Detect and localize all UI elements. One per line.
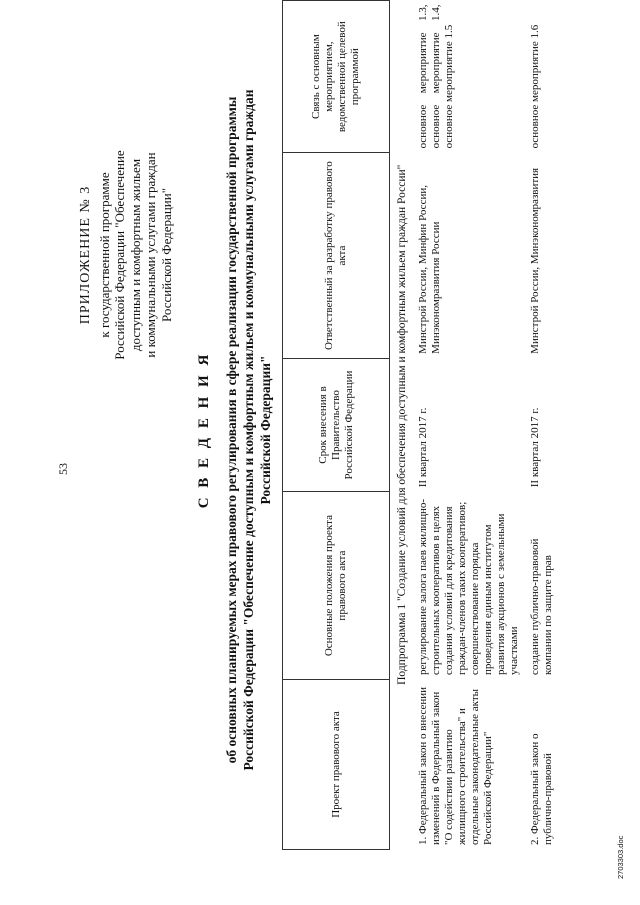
link-cell: основное мероприятие 1.6 (529, 24, 541, 149)
link-cell: основное мероприятие 1.3, основное мероприятие 1.4, основное мероприятие 1.5 (417, 4, 455, 149)
appendix-line: к государственной программе (96, 172, 112, 338)
page-number: 53 (56, 463, 70, 475)
header-cell: Ответственный за разработку правового акта (283, 153, 390, 358)
act-cell: 1. Федеральный закон о внесении изменений в Федеральный закон "О содействии развитию жилищного строительства" и отдельные законодательные акты Российской Федерации" (417, 686, 494, 845)
header-cell: Срок внесения в Правительство Российской Федерации (283, 358, 390, 491)
title-heading: С В Е Д Е Н И Я (196, 351, 212, 509)
table-row (413, 1, 525, 850)
subprogram-row (390, 1, 414, 850)
appendix-heading: ПРИЛОЖЕНИЕ № 3 (78, 185, 93, 325)
title-line: Российской Федерации "Обеспечение доступным и комфортным жильем и коммунальными услугами граждан (241, 89, 256, 771)
appendix-line: доступным и комфортным жильем (127, 158, 143, 352)
subprogram-title: Подпрограмма 1 "Создание условий для обеспечения доступным и комфортным жильем граждан России" (396, 164, 408, 685)
header-cell: Проект правового акта (283, 679, 390, 849)
appendix-line: и коммунальными услугами граждан (143, 152, 158, 358)
appendix-line: Российской Федерации" (158, 187, 174, 323)
act-cell: 2. Федеральный закон о публично-правовой (529, 733, 554, 845)
title-line: Российской Федерации" (258, 355, 273, 505)
header-cell: Основные положения проекта правового акта (283, 492, 390, 680)
appendix-line: Российской Федерации "Обеспечение (112, 150, 127, 360)
header-cell: Связь с основным мероприятием, ведомственной целевой программой (283, 1, 390, 153)
measures-table (282, 0, 559, 850)
appendix-block (78, 105, 174, 405)
provisions-cell: регулирование залога паев жилищно-строительных кооперативов в целях создания условий для кредитования граждан-членов таких кооперативов; совершенствование порядка проведения единым институтом развития аукционов с земельными участками (417, 498, 520, 675)
provisions-cell: создание публично-правовой компании по защите прав (529, 538, 554, 675)
deadline-cell: II квартал 2017 г. (417, 407, 429, 488)
table-row (525, 1, 559, 850)
document-title (196, 15, 274, 845)
responsible-cell: Минстрой России, Минэкономразвития (529, 167, 541, 354)
file-code: 2703303.doc (616, 835, 625, 879)
deadline-cell: II квартал 2017 г. (529, 407, 541, 488)
title-line: об основных планируемых мерах правового регулирования в сфере реализации государственной программы (224, 96, 239, 764)
responsible-cell: Минстрой России, Минфин России, Минэкономразвития России (417, 185, 442, 354)
table-header-row (283, 1, 390, 850)
